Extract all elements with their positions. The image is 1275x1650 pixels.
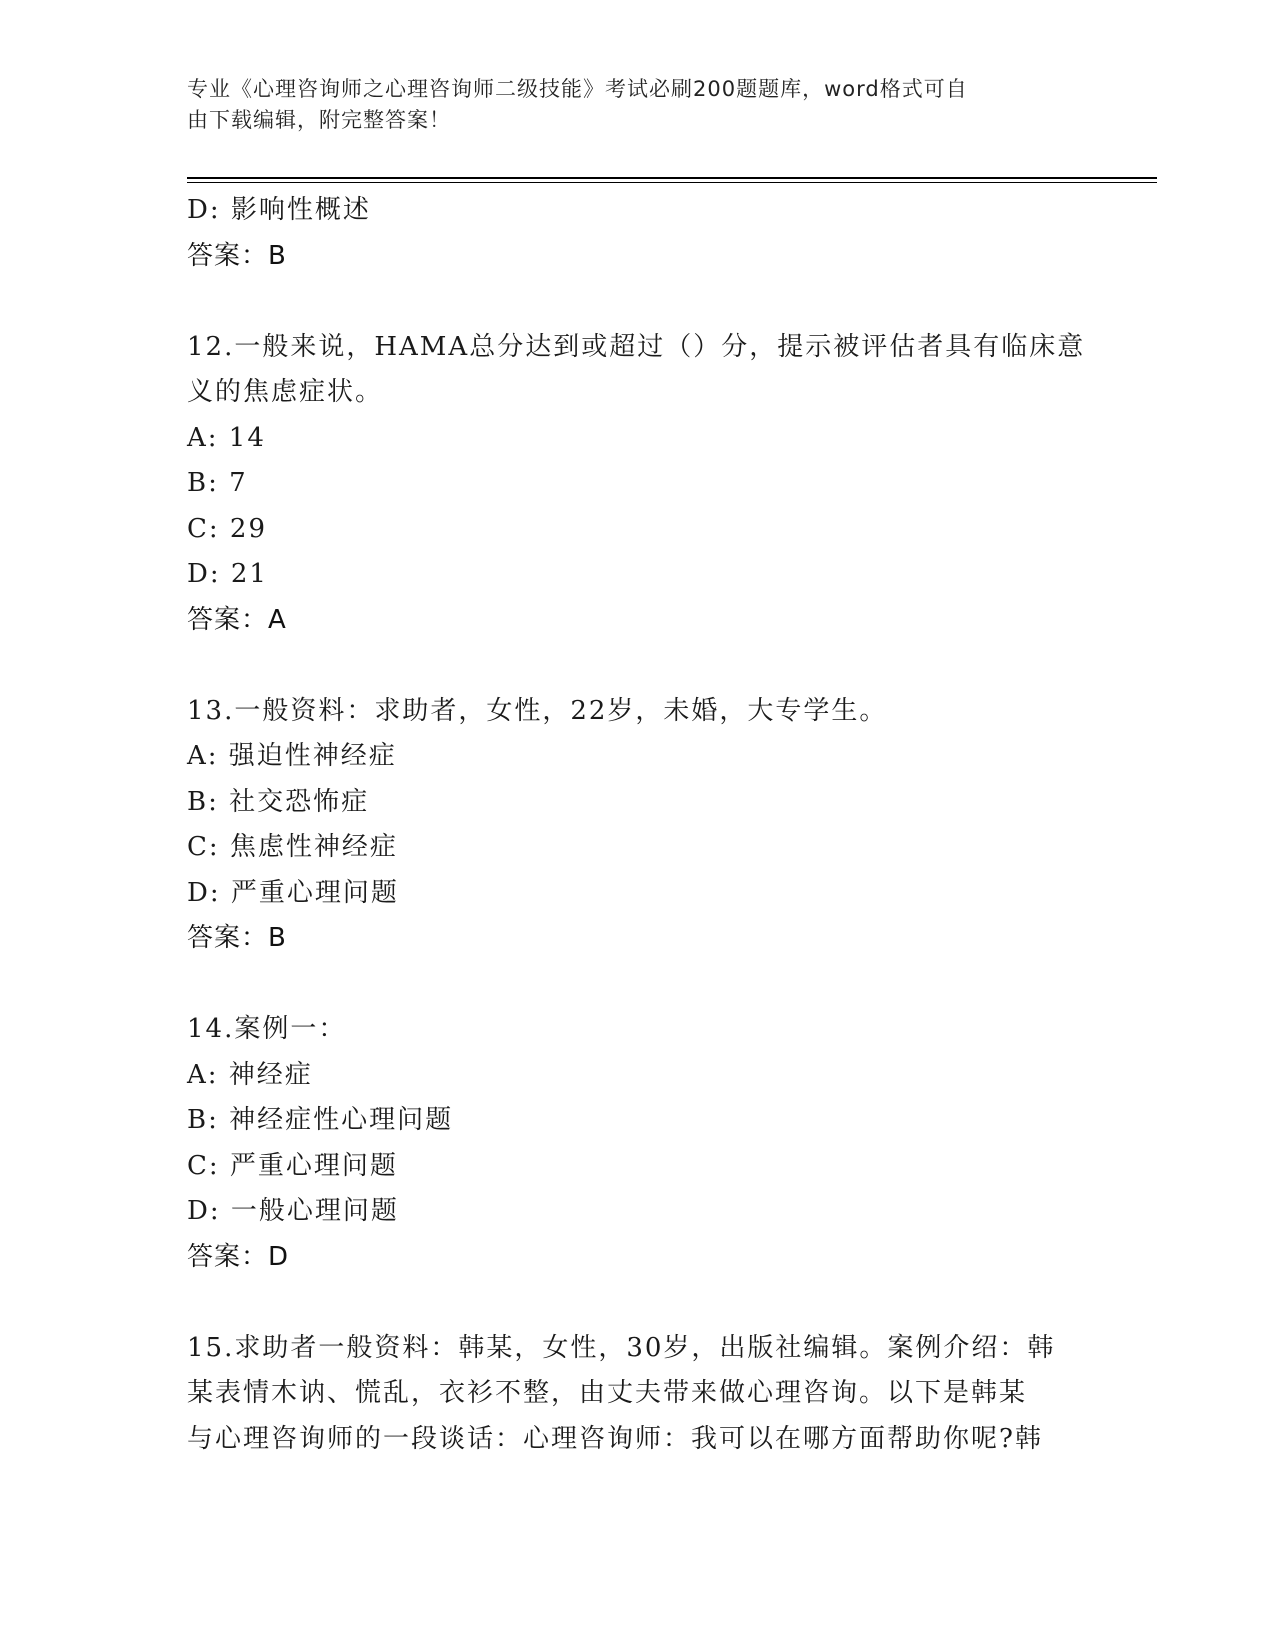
- option-a: A: 强迫性神经症: [187, 741, 397, 771]
- option-d: D: 21: [187, 559, 268, 589]
- question-block-15: [187, 1326, 1087, 1463]
- question-text: 13.一般资料：求助者，女性，22岁，未婚，大专学生。: [187, 695, 888, 726]
- header-line-2: 由下载编辑，附完整答案！: [187, 108, 451, 132]
- question-block-14: [187, 1007, 1087, 1280]
- spacer: [187, 1280, 1087, 1326]
- option-b: B: 社交恐怖症: [187, 786, 370, 817]
- spacer: [187, 279, 1087, 325]
- question-block-12: [187, 325, 1087, 644]
- option-d: D: 一般心理问题: [187, 1196, 399, 1226]
- option-b: B: 神经症性心理问题: [187, 1105, 454, 1135]
- option-c: C: 焦虑性神经症: [187, 832, 398, 862]
- option-d: D: 严重心理问题: [187, 877, 399, 908]
- question-text: 14.案例一：: [187, 1014, 347, 1044]
- question-text: 与心理咨询师的一段谈话：心理咨询师：我可以在哪方面帮助你呢?韩: [187, 1423, 1043, 1454]
- question-text: 15.求助者一般资料：韩某，女性，30岁，出版社编辑。案例介绍：韩: [187, 1332, 1056, 1363]
- header-rule-thick: [187, 177, 1157, 179]
- answer-line: 答案：D: [187, 1241, 290, 1272]
- header-line-1: 专业《心理咨询师之心理咨询师二级技能》考试必刷200题题库，word格式可自: [187, 77, 968, 101]
- question-text: 某表情木讷、慌乱，衣衫不整，由丈夫带来做心理咨询。以下是韩某: [187, 1378, 1028, 1408]
- option-c: C: 29: [187, 513, 268, 544]
- header-rule-thin: [187, 182, 1157, 183]
- spacer: [187, 643, 1087, 689]
- spacer: [187, 962, 1087, 1008]
- answer-line: 答案：B: [187, 923, 287, 953]
- option-a: A: 14: [187, 422, 266, 453]
- question-text: 12.一般来说，HAMA总分达到或超过（）分，提示被评估者具有临床意: [187, 331, 1086, 362]
- question-text: 义的焦虑症状。: [187, 377, 384, 407]
- document-header: [187, 74, 1067, 136]
- question-block-11-tail: [187, 188, 1087, 279]
- option-d: D: 影响性概述: [187, 195, 371, 225]
- question-block-13: [187, 689, 1087, 962]
- option-c: C: 严重心理问题: [187, 1150, 398, 1181]
- option-a: A: 神经症: [187, 1059, 313, 1090]
- document-body: [187, 188, 1087, 1462]
- answer-line: 答案：B: [187, 240, 287, 271]
- option-b: B: 7: [187, 468, 248, 498]
- answer-line: 答案：A: [187, 604, 287, 635]
